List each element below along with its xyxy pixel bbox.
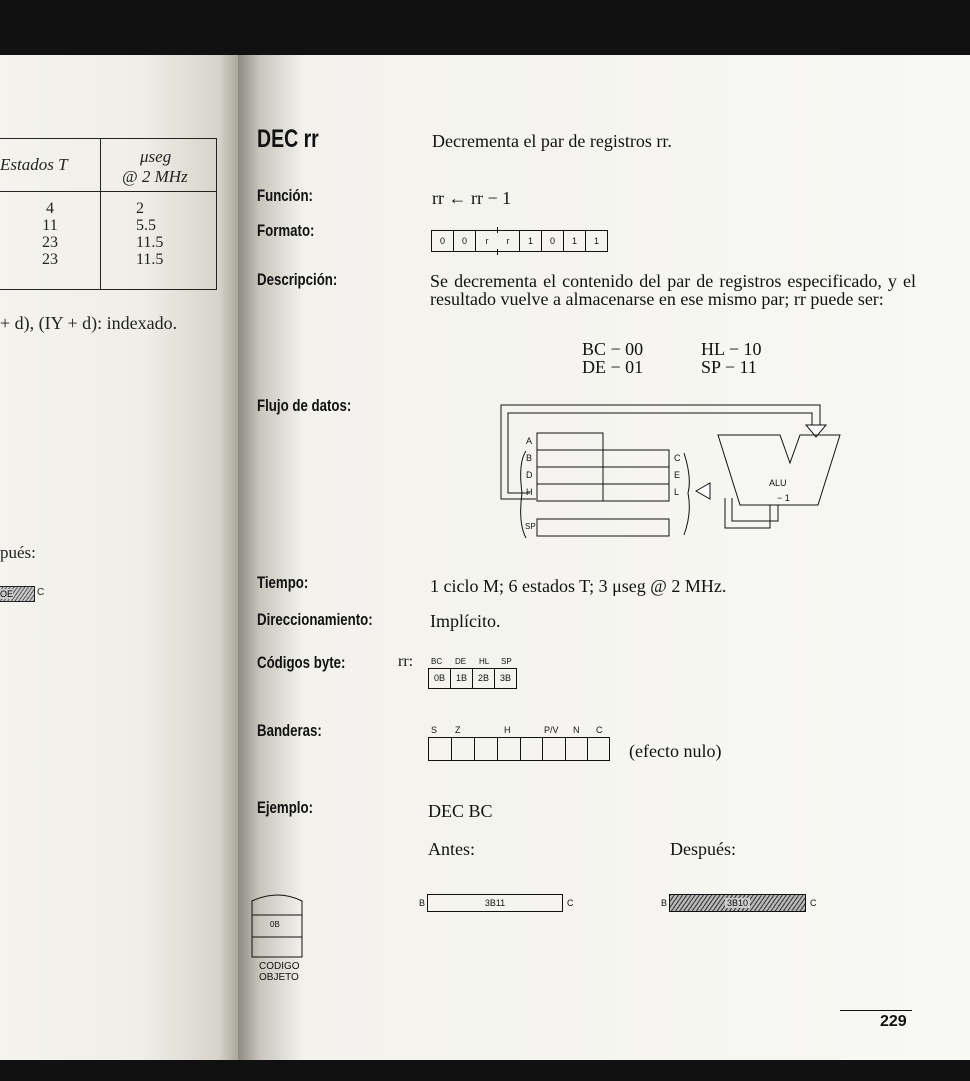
label-flujo: Flujo de datos:: [257, 396, 352, 415]
states-cell: 23: [42, 234, 58, 251]
register-fragment-c: C: [37, 587, 45, 598]
page-number: 229: [880, 1013, 907, 1030]
timing-table: [0, 138, 217, 290]
code-de: DE − 01: [582, 357, 644, 377]
format-bit: 0: [431, 230, 454, 252]
flag-label: P/V: [544, 725, 559, 735]
data-flow-diagram: [488, 403, 848, 548]
after-reg-c: C: [810, 898, 817, 908]
format-bit: 1: [585, 230, 608, 252]
label-direccionamiento: Direccionamiento:: [257, 610, 373, 629]
flow-alu: ALU: [769, 478, 787, 488]
codigos-header: DE: [455, 657, 467, 666]
codigos-header: HL: [479, 657, 490, 666]
indexed-text: + d), (IY + d): indexado.: [0, 313, 178, 333]
left-page: [0, 55, 238, 1060]
flag-label: Z: [455, 725, 461, 735]
flow-reg-l: L: [674, 487, 680, 497]
header-mhz: @ 2 MHz: [122, 167, 188, 186]
register-fragment-value: OE: [0, 589, 14, 599]
code-hl: HL − 10: [701, 339, 762, 359]
instruction-title: DEC rr: [257, 125, 319, 153]
flags-note: (efecto nulo): [629, 741, 722, 761]
label-funcion: Función:: [257, 186, 313, 205]
direccionamiento-text: Implícito.: [430, 611, 501, 631]
codigos-value: 1B: [450, 668, 473, 689]
ejemplo-instr: DEC BC: [428, 801, 493, 821]
flag-label: C: [596, 725, 603, 735]
despues-fragment: pués:: [0, 543, 36, 562]
states-cell: 23: [42, 251, 58, 268]
format-bit: 1: [519, 230, 542, 252]
flags-register: [428, 723, 613, 763]
codigos-value: 3B: [494, 668, 517, 689]
label-banderas: Banderas:: [257, 721, 322, 740]
flow-reg-b: B: [526, 453, 533, 463]
format-bit: 1: [563, 230, 586, 252]
useg-cell: 5.5: [136, 217, 156, 234]
right-page: [238, 55, 970, 1060]
flag-label: H: [504, 725, 511, 735]
ejemplo-despues: Después:: [670, 839, 736, 859]
useg-cell: 2: [136, 200, 144, 217]
object-code-label-2: OBJETO: [259, 972, 299, 983]
codigos-prefix: rr:: [398, 653, 414, 670]
codigos-header: BC: [431, 657, 443, 666]
label-formato: Formato:: [257, 221, 315, 240]
format-bit: r: [475, 230, 498, 252]
object-code-label-1: CODIGO: [259, 961, 300, 972]
label-ejemplo: Ejemplo:: [257, 798, 314, 817]
flag-label: N: [573, 725, 580, 735]
format-bit: 0: [541, 230, 564, 252]
flow-reg-sp: SP: [525, 522, 536, 531]
data-flow-lines: [488, 403, 848, 548]
states-cell: 4: [46, 200, 54, 217]
before-value: 3B11: [484, 898, 506, 908]
code-sp: SP − 11: [701, 357, 757, 377]
before-reg-c: C: [567, 898, 574, 908]
object-code-value: 0B: [270, 920, 280, 929]
format-bit: r: [497, 230, 520, 252]
states-cell: 11: [42, 217, 58, 234]
useg-cell: 11.5: [136, 251, 164, 268]
before-register: [427, 894, 563, 912]
flow-reg-c: C: [674, 453, 681, 463]
register-fragment: [0, 586, 35, 602]
format-bits: [431, 230, 613, 252]
header-estados: Estados T: [0, 155, 68, 174]
flag-label: S: [431, 725, 438, 735]
useg-cell: 11.5: [136, 234, 164, 251]
header-useg: μseg: [140, 147, 172, 166]
code-bc: BC − 00: [582, 339, 644, 359]
flow-reg-d: D: [526, 470, 533, 480]
descripcion-text: Se decrementa el contenido del par de registros especificado, y el resultado vuelve a almacenarse en ese mismo par; rr puede ser:: [430, 271, 916, 309]
label-codigos: Códigos byte:: [257, 653, 346, 672]
codigos-value: 0B: [428, 668, 451, 689]
flow-reg-e: E: [674, 470, 681, 480]
after-value: 3B10: [726, 898, 749, 908]
label-descripcion: Descripción:: [257, 270, 338, 289]
codigos-value: 2B: [472, 668, 495, 689]
tiempo-text: 1 ciclo M; 6 estados T; 3 μseg @ 2 MHz.: [430, 576, 727, 596]
after-register: [669, 894, 806, 912]
codigos-table: [428, 655, 523, 693]
after-reg-b: B: [661, 898, 668, 908]
funcion-text: rr ← rr − 1: [432, 188, 512, 208]
page-number-rule: [840, 1010, 912, 1011]
object-code-icon: [250, 887, 306, 959]
label-tiempo: Tiempo:: [257, 573, 309, 592]
before-reg-b: B: [419, 898, 426, 908]
flow-reg-a: A: [526, 436, 533, 446]
ejemplo-antes: Antes:: [428, 839, 475, 859]
flow-minus-one: − 1: [777, 493, 790, 503]
instruction-summary: Decrementa el par de registros rr.: [432, 131, 672, 151]
codigos-header: SP: [501, 657, 512, 666]
format-bit: 0: [453, 230, 476, 252]
flow-reg-h: H: [526, 487, 533, 497]
